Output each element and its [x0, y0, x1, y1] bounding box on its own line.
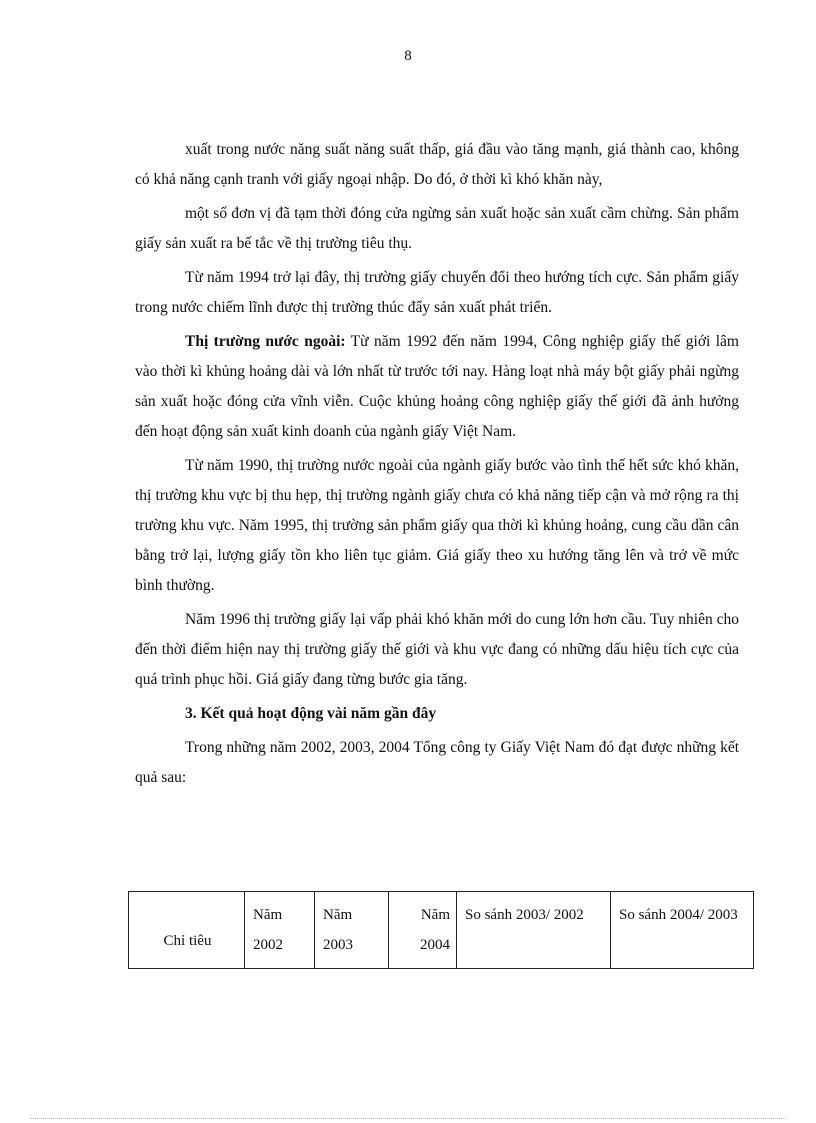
foreign-market-text: Từ năm 1992 đến năm 1994, Công nghiệp giấy thế giới lâm vào thời kì khủng hoảng dài và lớn nhất từ trước tới nay. Hàng loạt nhà máy bột giấy phải ngừng sản xuất hoặc đóng cửa vĩnh viễn. Cuộc khủng hoảng công nghiệp giấy thế giới đã ảnh hưởng đến hoạt động sản xuất kinh doanh của ngành giấy Việt Nam. [135, 333, 739, 440]
paragraph-unit-closures: một số đơn vị đã tạm thời đóng cửa ngừng sản xuất hoặc sản xuất cầm chừng. Sản phẩm giấy sản xuất ra bế tắc về thị trường tiêu thụ. [135, 205, 739, 252]
section-heading: 3. Kết quả hoạt động vài năm gần đây [185, 705, 437, 722]
header-year-2004: Năm 2004 [389, 892, 457, 969]
results-table [128, 891, 754, 969]
paragraph-foreign-market [135, 327, 739, 447]
paragraph-results-intro: Trong những năm 2002, 2003, 2004 Tổng công ty Giấy Việt Nam đó đạt được những kết quả sau: [135, 739, 739, 786]
header-compare-2003-2002: So sánh 2003/ 2002 [457, 892, 611, 969]
paragraph-market-1994: Từ năm 1994 trở lại đây, thị trường giấy chuyển đổi theo hướng tích cực. Sản phẩm giấy trong nước chiếm lĩnh được thị trường thúc đẩy sản xuất phát triển. [135, 269, 739, 316]
paragraph-production-cost: xuất trong nước năng suất năng suất thấp, giá đầu vào tăng mạnh, giá thành cao, không có khả năng cạnh tranh với giấy ngoại nhập. Do đó, ở thời kì khó khăn này, [135, 141, 739, 188]
page-number: 8 [404, 48, 412, 64]
header-compare-2004-2003: So sánh 2004/ 2003 [611, 892, 754, 969]
footer-rule [30, 1118, 786, 1119]
foreign-market-label: Thị trường nước ngoài: [185, 333, 346, 350]
paragraph-market-1996: Năm 1996 thị trường giấy lại vấp phải khó khăn mới do cung lớn hơn cầu. Tuy nhiên cho đến thời điểm hiện nay thị trường giấy thế giới và khu vực đang có những dấu hiệu tích cực của quá trình phục hồi. Giá giấy đang từng bước gia tăng. [135, 611, 739, 688]
table-header-row [129, 892, 754, 969]
header-year-2002: Năm 2002 [245, 892, 315, 969]
header-indicator: Chỉ tiêu [129, 892, 245, 969]
document-body [135, 135, 739, 797]
paragraph-market-1990: Từ năm 1990, thị trường nước ngoài của ngành giấy bước vào tình thế hết sức khó khăn, thị trường khu vực bị thu hẹp, thị trường ngành giấy chưa có khả năng tiếp cận và mở rộng ra thị trường khu vực. Năm 1995, thị trường sản phẩm giấy qua thời kì khủng hoảng, cung cầu dần cân bằng trở lại, lượng giấy tồn kho liên tục giảm. Giá giấy theo xu hướng tăng lên và trở về mức bình thường. [135, 457, 739, 594]
header-year-2003: Năm 2003 [315, 892, 389, 969]
